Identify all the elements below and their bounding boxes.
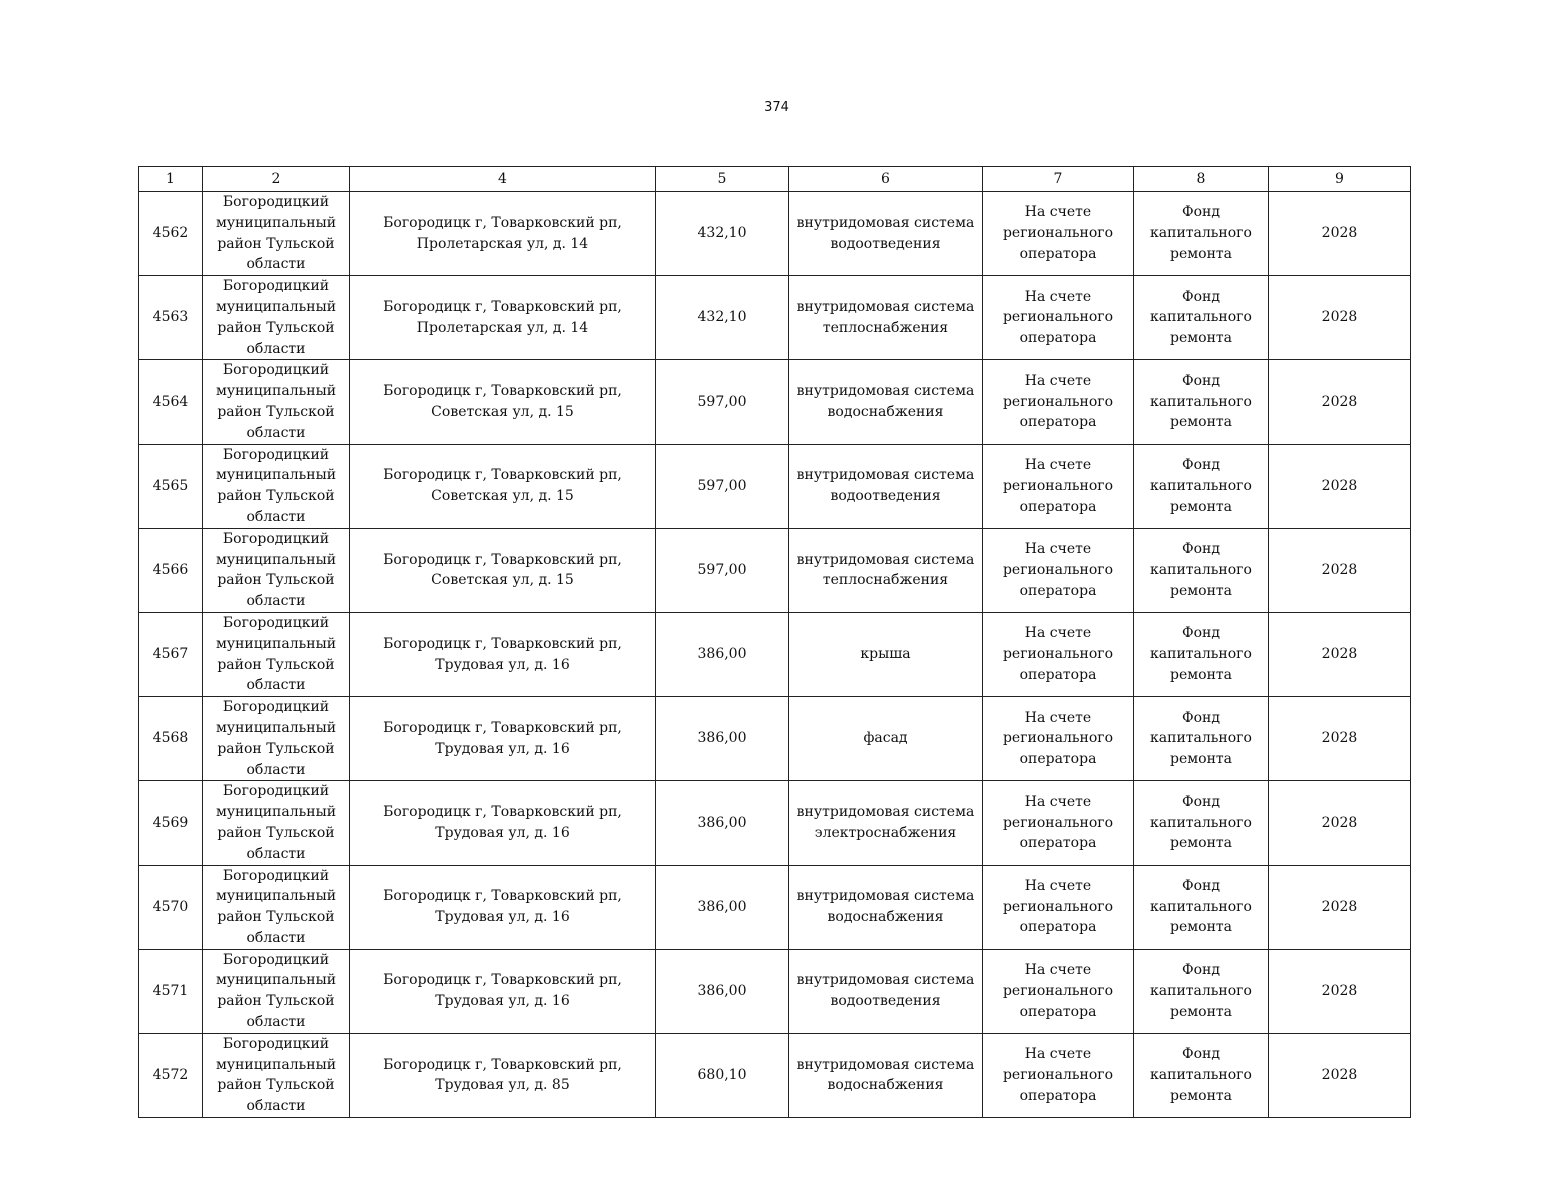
account-cell: На счете регионального оператора — [983, 865, 1134, 949]
municipality-cell: Богородицкий муниципальный район Тульской области — [203, 444, 350, 528]
table-row — [139, 612, 1411, 696]
work-type-cell: внутридомовая система водоснабжения — [789, 865, 983, 949]
year-cell: 2028 — [1269, 865, 1411, 949]
year-cell: 2028 — [1269, 360, 1411, 444]
funding-source-cell: Фонд капитального ремонта — [1134, 697, 1269, 781]
year-cell: 2028 — [1269, 192, 1411, 276]
work-type-cell: внутридомовая система водоснабжения — [789, 1033, 983, 1117]
account-cell: На счете регионального оператора — [983, 444, 1134, 528]
row-number-cell: 4569 — [139, 781, 203, 865]
area-cell: 432,10 — [656, 276, 789, 360]
work-type-cell: внутридомовая система водоотведения — [789, 949, 983, 1033]
address-cell: Богородицк г, Товарковский рп, Пролетарская ул, д. 14 — [350, 192, 656, 276]
address-cell: Богородицк г, Товарковский рп, Трудовая ул, д. 85 — [350, 1033, 656, 1117]
address-cell: Богородицк г, Товарковский рп, Советская ул, д. 15 — [350, 444, 656, 528]
column-header-4: 4 — [350, 167, 656, 192]
area-cell: 597,00 — [656, 444, 789, 528]
area-cell: 597,00 — [656, 360, 789, 444]
work-type-cell: внутридомовая система теплоснабжения — [789, 528, 983, 612]
account-cell: На счете регионального оператора — [983, 697, 1134, 781]
funding-source-cell: Фонд капитального ремонта — [1134, 360, 1269, 444]
year-cell: 2028 — [1269, 612, 1411, 696]
area-cell: 386,00 — [656, 697, 789, 781]
funding-source-cell: Фонд капитального ремонта — [1134, 444, 1269, 528]
row-number-cell: 4571 — [139, 949, 203, 1033]
table-row — [139, 360, 1411, 444]
table-body — [139, 192, 1411, 1118]
page-number: 374 — [764, 100, 789, 115]
column-header-9: 9 — [1269, 167, 1411, 192]
year-cell: 2028 — [1269, 276, 1411, 360]
year-cell: 2028 — [1269, 1033, 1411, 1117]
municipality-cell: Богородицкий муниципальный район Тульской области — [203, 528, 350, 612]
account-cell: На счете регионального оператора — [983, 360, 1134, 444]
table-row — [139, 781, 1411, 865]
address-cell: Богородицк г, Товарковский рп, Трудовая ул, д. 16 — [350, 697, 656, 781]
table-row — [139, 949, 1411, 1033]
funding-source-cell: Фонд капитального ремонта — [1134, 781, 1269, 865]
area-cell: 386,00 — [656, 865, 789, 949]
municipality-cell: Богородицкий муниципальный район Тульской области — [203, 865, 350, 949]
address-cell: Богородицк г, Товарковский рп, Трудовая ул, д. 16 — [350, 781, 656, 865]
table-row — [139, 697, 1411, 781]
account-cell: На счете регионального оператора — [983, 949, 1134, 1033]
area-cell: 432,10 — [656, 192, 789, 276]
funding-source-cell: Фонд капитального ремонта — [1134, 1033, 1269, 1117]
funding-source-cell: Фонд капитального ремонта — [1134, 612, 1269, 696]
capital-repair-table — [138, 166, 1411, 1118]
work-type-cell: крыша — [789, 612, 983, 696]
area-cell: 680,10 — [656, 1033, 789, 1117]
table-row — [139, 276, 1411, 360]
work-type-cell: внутридомовая система водоотведения — [789, 192, 983, 276]
year-cell: 2028 — [1269, 528, 1411, 612]
work-type-cell: внутридомовая система теплоснабжения — [789, 276, 983, 360]
area-cell: 386,00 — [656, 612, 789, 696]
municipality-cell: Богородицкий муниципальный район Тульской области — [203, 949, 350, 1033]
row-number-cell: 4563 — [139, 276, 203, 360]
address-cell: Богородицк г, Товарковский рп, Пролетарская ул, д. 14 — [350, 276, 656, 360]
address-cell: Богородицк г, Товарковский рп, Советская ул, д. 15 — [350, 528, 656, 612]
account-cell: На счете регионального оператора — [983, 612, 1134, 696]
funding-source-cell: Фонд капитального ремонта — [1134, 949, 1269, 1033]
table-row — [139, 528, 1411, 612]
work-type-cell: внутридомовая система водоотведения — [789, 444, 983, 528]
year-cell: 2028 — [1269, 781, 1411, 865]
year-cell: 2028 — [1269, 444, 1411, 528]
table-row — [139, 865, 1411, 949]
account-cell: На счете регионального оператора — [983, 528, 1134, 612]
row-number-cell: 4568 — [139, 697, 203, 781]
address-cell: Богородицк г, Товарковский рп, Советская ул, д. 15 — [350, 360, 656, 444]
account-cell: На счете регионального оператора — [983, 276, 1134, 360]
funding-source-cell: Фонд капитального ремонта — [1134, 276, 1269, 360]
account-cell: На счете регионального оператора — [983, 192, 1134, 276]
row-number-cell: 4570 — [139, 865, 203, 949]
column-header-8: 8 — [1134, 167, 1269, 192]
column-header-2: 2 — [203, 167, 350, 192]
funding-source-cell: Фонд капитального ремонта — [1134, 865, 1269, 949]
row-number-cell: 4565 — [139, 444, 203, 528]
year-cell: 2028 — [1269, 949, 1411, 1033]
work-type-cell: фасад — [789, 697, 983, 781]
column-header-5: 5 — [656, 167, 789, 192]
column-header-7: 7 — [983, 167, 1134, 192]
row-number-cell: 4572 — [139, 1033, 203, 1117]
municipality-cell: Богородицкий муниципальный район Тульской области — [203, 1033, 350, 1117]
row-number-cell: 4566 — [139, 528, 203, 612]
municipality-cell: Богородицкий муниципальный район Тульской области — [203, 276, 350, 360]
municipality-cell: Богородицкий муниципальный район Тульской области — [203, 360, 350, 444]
address-cell: Богородицк г, Товарковский рп, Трудовая ул, д. 16 — [350, 612, 656, 696]
municipality-cell: Богородицкий муниципальный район Тульской области — [203, 192, 350, 276]
table-row — [139, 1033, 1411, 1117]
municipality-cell: Богородицкий муниципальный район Тульской области — [203, 697, 350, 781]
row-number-cell: 4567 — [139, 612, 203, 696]
area-cell: 386,00 — [656, 781, 789, 865]
area-cell: 597,00 — [656, 528, 789, 612]
funding-source-cell: Фонд капитального ремонта — [1134, 192, 1269, 276]
work-type-cell: внутридомовая система электроснабжения — [789, 781, 983, 865]
column-header-6: 6 — [789, 167, 983, 192]
address-cell: Богородицк г, Товарковский рп, Трудовая ул, д. 16 — [350, 949, 656, 1033]
account-cell: На счете регионального оператора — [983, 1033, 1134, 1117]
row-number-cell: 4564 — [139, 360, 203, 444]
header-row — [139, 167, 1411, 192]
table-row — [139, 192, 1411, 276]
area-cell: 386,00 — [656, 949, 789, 1033]
year-cell: 2028 — [1269, 697, 1411, 781]
municipality-cell: Богородицкий муниципальный район Тульской области — [203, 781, 350, 865]
work-type-cell: внутридомовая система водоснабжения — [789, 360, 983, 444]
table-row — [139, 444, 1411, 528]
column-header-1: 1 — [139, 167, 203, 192]
address-cell: Богородицк г, Товарковский рп, Трудовая ул, д. 16 — [350, 865, 656, 949]
municipality-cell: Богородицкий муниципальный район Тульской области — [203, 612, 350, 696]
account-cell: На счете регионального оператора — [983, 781, 1134, 865]
row-number-cell: 4562 — [139, 192, 203, 276]
funding-source-cell: Фонд капитального ремонта — [1134, 528, 1269, 612]
